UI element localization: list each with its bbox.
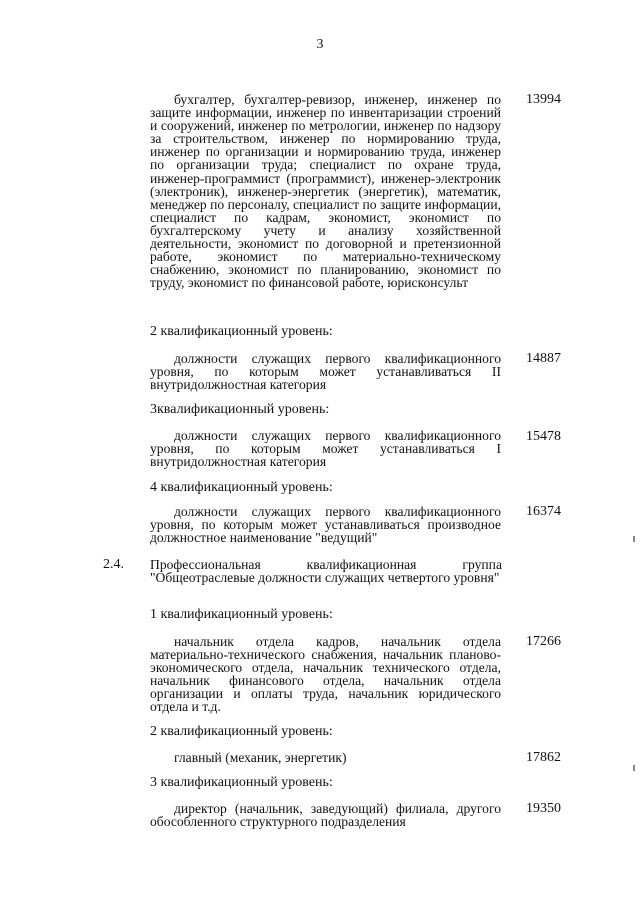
level-heading: 1 квалификационный уровень: xyxy=(150,607,333,622)
position-list-paragraph: бухгалтер, бухгалтер-ревизор, инженер, инженер по защите информации, инженер по инвентаризации строений и сооружений, инженер по метрологии, инженер по надзору за строительством, инженер по нормированию труда, инженер по организации и нормированию труда, инженер по организации труда; специалист по охране труда, инженер-программист (программист), инженер-электроник (электроник), инженер-энергетик (энергетик), математик, менеджер по персоналу, специалист по защите информации, специалист по кадрам, экономист, экономист по бухгалтерскому учету и анализу хозяйственной деятельности, экономист по договорной и претензионной работе, экономист по материально-техническому снабжению, экономист по планированию, экономист по труду, экономист по финансовой работе, юрисконсульт xyxy=(150,92,501,291)
salary-amount: 15478 xyxy=(526,429,561,444)
level-heading: 2 квалификационный уровень: xyxy=(150,724,333,739)
salary-amount: 19350 xyxy=(526,801,561,816)
salary-amount: 13994 xyxy=(526,92,561,107)
level-heading: 3 квалификационный уровень: xyxy=(150,775,333,790)
scan-mark xyxy=(633,765,635,771)
group-title: Профессиональная квалификационная группа "Общеотраслевые должности служащих четвертого уровня" xyxy=(150,557,502,586)
salary-amount: 17266 xyxy=(526,634,561,649)
page-number: 3 xyxy=(316,37,324,52)
position-description: начальник отдела кадров, начальник отдела материально-технического снабжения, начальник планово-экономического отдела, начальник технического отдела, начальник финансового отдела, начальник отдела организации и оплаты труда, начальник юридического отдела и т.д. xyxy=(150,634,501,715)
level-heading: 3квалификационный уровень: xyxy=(150,402,330,417)
level-heading: 2 квалификационный уровень: xyxy=(150,324,333,339)
position-description: должности служащих первого квалификационного уровня, по которым может устанавливаться II внутридолжностная категория xyxy=(150,351,501,393)
salary-amount: 14887 xyxy=(526,351,561,366)
salary-amount: 16374 xyxy=(526,504,561,519)
position-description: главный (механик, энергетик) xyxy=(174,750,347,765)
position-description: должности служащих первого квалификационного уровня, по которым может устанавливаться I внутридолжностная категория xyxy=(150,428,501,470)
level-heading: 4 квалификационный уровень: xyxy=(150,480,333,495)
section-number: 2.4. xyxy=(103,557,124,572)
salary-amount: 17862 xyxy=(526,750,561,765)
scan-mark xyxy=(633,536,635,542)
position-description: должности служащих первого квалификационного уровня, по которым может устанавливаться производное должностное наименование "ведущий" xyxy=(150,504,501,546)
position-description: директор (начальник, заведующий) филиала, другого обособленного структурного подразделения xyxy=(150,801,501,830)
